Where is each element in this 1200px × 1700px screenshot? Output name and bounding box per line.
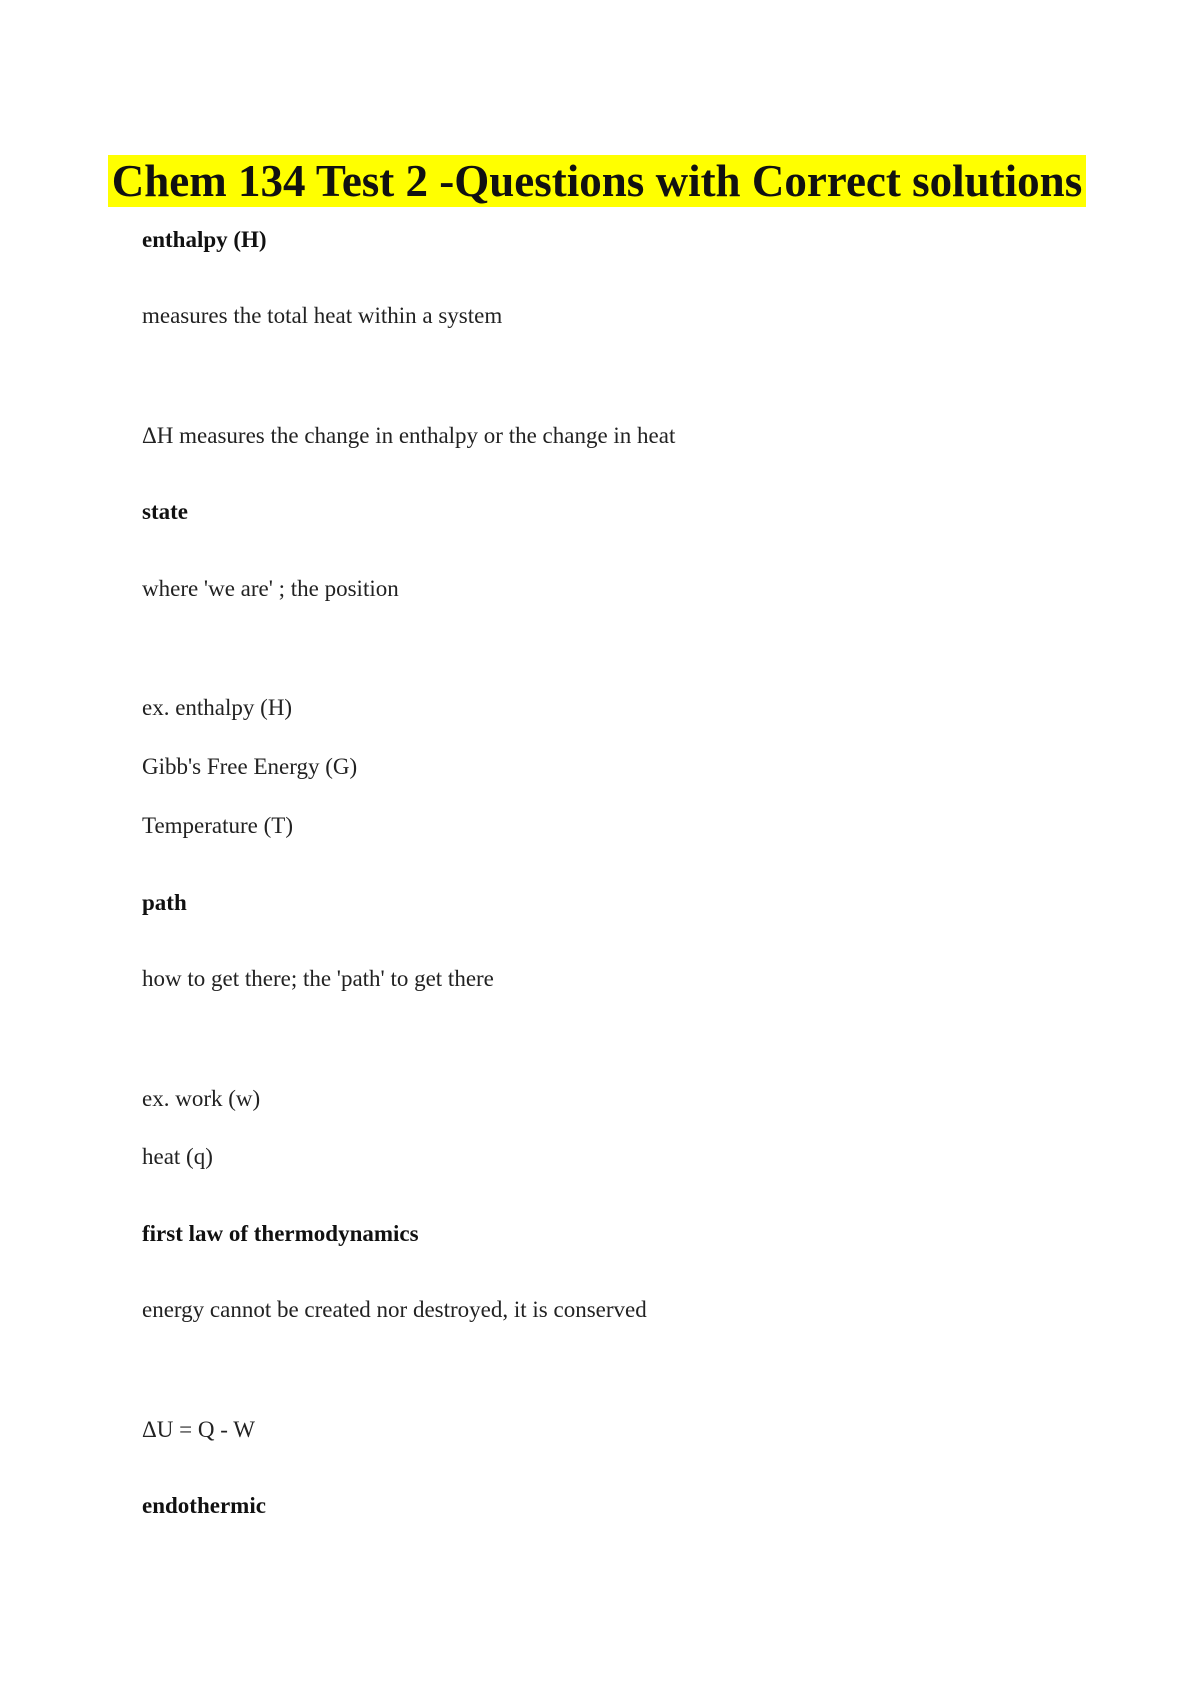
definition-first-law: energy cannot be created nor destroyed, it is conserved xyxy=(142,1297,647,1322)
term-path: path xyxy=(142,890,187,915)
example-gibbs: Gibb's Free Energy (G) xyxy=(142,754,358,779)
definition-state: where 'we are' ; the position xyxy=(142,576,399,601)
formula-first-law: ΔU = Q - W xyxy=(142,1417,255,1442)
term-endothermic: endothermic xyxy=(142,1493,266,1518)
term-enthalpy: enthalpy (H) xyxy=(142,227,267,252)
term-first-law: first law of thermodynamics xyxy=(142,1221,419,1246)
document-title: Chem 134 Test 2 -Questions with Correct solutions xyxy=(108,155,1086,207)
example-work: ex. work (w) xyxy=(142,1086,261,1111)
title-wrap xyxy=(0,155,1200,207)
example-enthalpy: ex. enthalpy (H) xyxy=(142,695,293,720)
definition-delta-h: ΔH measures the change in enthalpy or the change in heat xyxy=(142,423,676,448)
example-temperature: Temperature (T) xyxy=(142,813,293,838)
example-heat: heat (q) xyxy=(142,1144,213,1169)
term-state: state xyxy=(142,499,188,524)
definition-enthalpy: measures the total heat within a system xyxy=(142,303,503,328)
definition-path: how to get there; the 'path' to get there xyxy=(142,966,494,991)
